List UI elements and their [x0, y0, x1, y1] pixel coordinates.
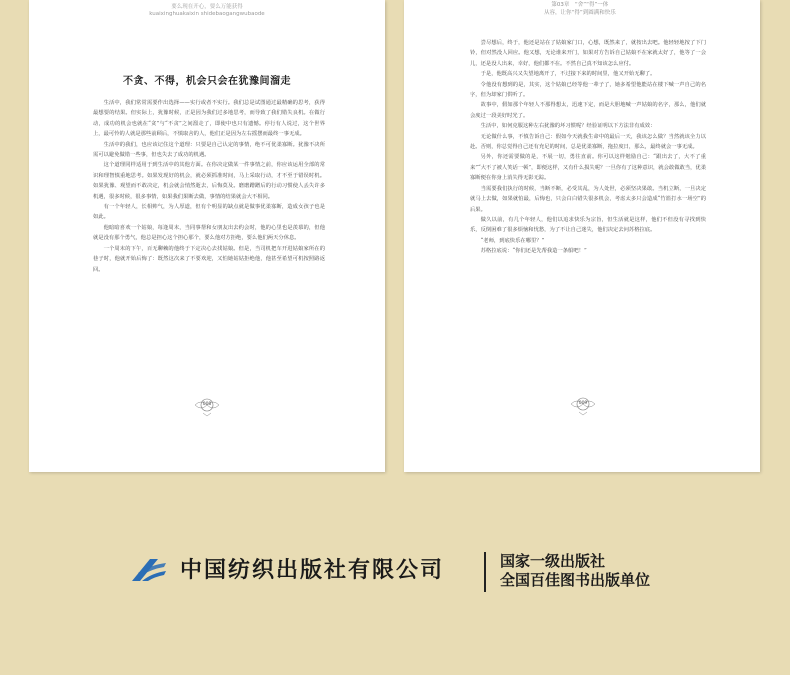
running-head-subtitle: 从容，让你“得”到圆满和快乐: [544, 9, 616, 16]
paragraph: 无论做什么事，不慎告诉自己：假如今天就我生命中的最后一天，我该怎么做？当然就该全力以赴。否则，你总觉得自己还有充足的时间，总是优柔寡断，拖拉度日，那么，最终就会一事无成。: [470, 133, 706, 151]
paragraph: 当需要我们执行的时候，当断不断，必受其乱，为人处世，必须坚决果敢。当机立断，一旦决定就马上去做，如果就怕最，后悔也，只会白白错失很多机会，考虑太多只会造成“竹篮打水一场空”的后果。: [470, 185, 706, 213]
paragraph: 一个周末的下午，百无聊赖的他终于下定决心去找姑娘。但是，当司机把车开进姑娘家所在的巷子时，他就开始后悔了：既然这次来了不要欢迎，又怕她姑姑拒绝他，他甚至希望可机按照路返回。: [93, 245, 325, 273]
publisher-tagline-rank: 国家一级出版社: [500, 552, 606, 570]
paragraph: 令他没有想到的是，其实，这个姑娘已经等他一辈子了，她多希望他能站在楼下喊一声自己的名字，但为却家门供听了。: [470, 81, 706, 99]
paragraph: 生活中，我们常常需要作出选择——实行或者不实行。我们总是试图通过最精确的思考，获得最想要的结果。但实际上，犹豫时候，正是因为我们过多地思考，而导致了我们错失良机。在做行动，成功的机会也就在“贪”与“不贪”之间溜走了，即使中也只有遗憾。停行有人说过，这个世界上，最可怜的人就是那些前顾后，不慎取舍的人，他们正是因为左右摇摆而最终一事无成。: [93, 100, 325, 138]
left-book-page: [29, 0, 385, 472]
footer-divider: [484, 552, 486, 592]
page-number: 008: [202, 402, 212, 407]
page-number-ornament: [569, 394, 597, 416]
publisher-tagline-award: 全国百佳图书出版单位: [500, 571, 651, 589]
running-head-title: 要么现在开心，要么万能获得: [171, 4, 243, 10]
paragraph: “老师，到底快乐在哪里？”: [480, 237, 545, 244]
paragraph: 他暗暗喜欢一个姑娘，每逢周末，当同事帮和女朋友出去约会时，他的心里也是羡慕的，但他就是没有那个勇气，他总是担心这个担心那个，要么他对方拒绝，要么他们两天分休息。: [93, 224, 325, 242]
right-running-head: [544, 2, 616, 17]
paragraph: 这个道理同样适用于到生活中的其他方面。在你决定做某一件事情之前，你应该运用全部的常识和理智慎重地思考。如果发现好的机会，就必须抓准时间，马上采取行动，才不至于错误时机。如果犹豫、观望而不敢决定，机会就会悄然逝去，后悔莫及。磨磨蹭蹭后的行动习惯使人丢失许多机遇，很多时候，很多事情，如果我们果断去做，事情的结果就会大不相同。: [93, 162, 325, 200]
right-body-text: [470, 38, 706, 257]
paragraph: 生活中，如何克服这种左右犹豫的坏习惯呢？经验证明以下方法非有成效：: [480, 123, 656, 130]
page-number-ornament: [193, 395, 221, 417]
paragraph: 苏格拉底说：“你们还是先帮我造一条船吧！”: [480, 248, 587, 255]
paragraph: 生活中的我们，也应该记住这个道理：只要是自己认定的事情，绝不可优柔寡断。犹豫不决所需可以避免做错一些事，但也失去了成功的机遇。: [93, 141, 325, 159]
publisher-logo-icon: [128, 555, 168, 585]
paragraph: 尝尽想后，终于，他还是站在了姑娘家门口，心想，既然来了，就按出去吧。他轻轻地按了下门铃，但对然没人回应。他又想，无论谁来开门，如果对方告诉自己姑娘不在家就太好了，他等了一会儿，还是没人出来，幸好，他们都不在。不然自己真不知该怎么应付。: [470, 40, 706, 67]
left-running-head: [29, 0, 385, 18]
paragraph: 故事中，假如那个年轻人不那得想太，迅速下定，而是大胆地喊一声姑娘的名字，那么，他们就会度过一段美好时光了。: [470, 102, 706, 119]
publisher-name: 中国纺织出版社有限公司: [180, 557, 445, 583]
paragraph: 另外，你还需要做的是，不展一切，勇往直前。你可以这样勉励自己：“跟出去了，大不了重来”“大不了被人笑话一顿”，即便这样，又有什么损失呢？一旦你有了这种意识，就会敢做敢当，优柔寡断便在你身上消失得无影无踪。: [470, 154, 706, 182]
right-book-page: [404, 0, 760, 472]
chapter-title: 不贪、不得，机会只会在犹豫间溜走: [123, 76, 291, 87]
paragraph: 于是，他既高兴又失望地离开了，不过接下来的时间里，他又开始无聊了。: [480, 71, 656, 78]
page-number: 009: [578, 401, 588, 406]
paragraph: 做久以前，有几个年轻人，他们以追求快乐为宗旨，但生活就是这样，他们不但没有寻找到快乐，反倒困难了很多烦恼和忧愁，为了不让自己迷失，他们决定去问苏格拉底。: [470, 216, 706, 234]
left-body-text: [93, 98, 325, 275]
running-head-pinyin: kuaixinghuakaixin shidebaogangwubaode: [149, 11, 265, 17]
running-head-chapter: 第03章 “舍”“得”一体: [551, 2, 609, 8]
paragraph: 有一个年轻人，长相帅气，为人厚道，但有个明显的缺点就是做事优柔寡断，造成女孩子也是如此。: [93, 204, 325, 221]
